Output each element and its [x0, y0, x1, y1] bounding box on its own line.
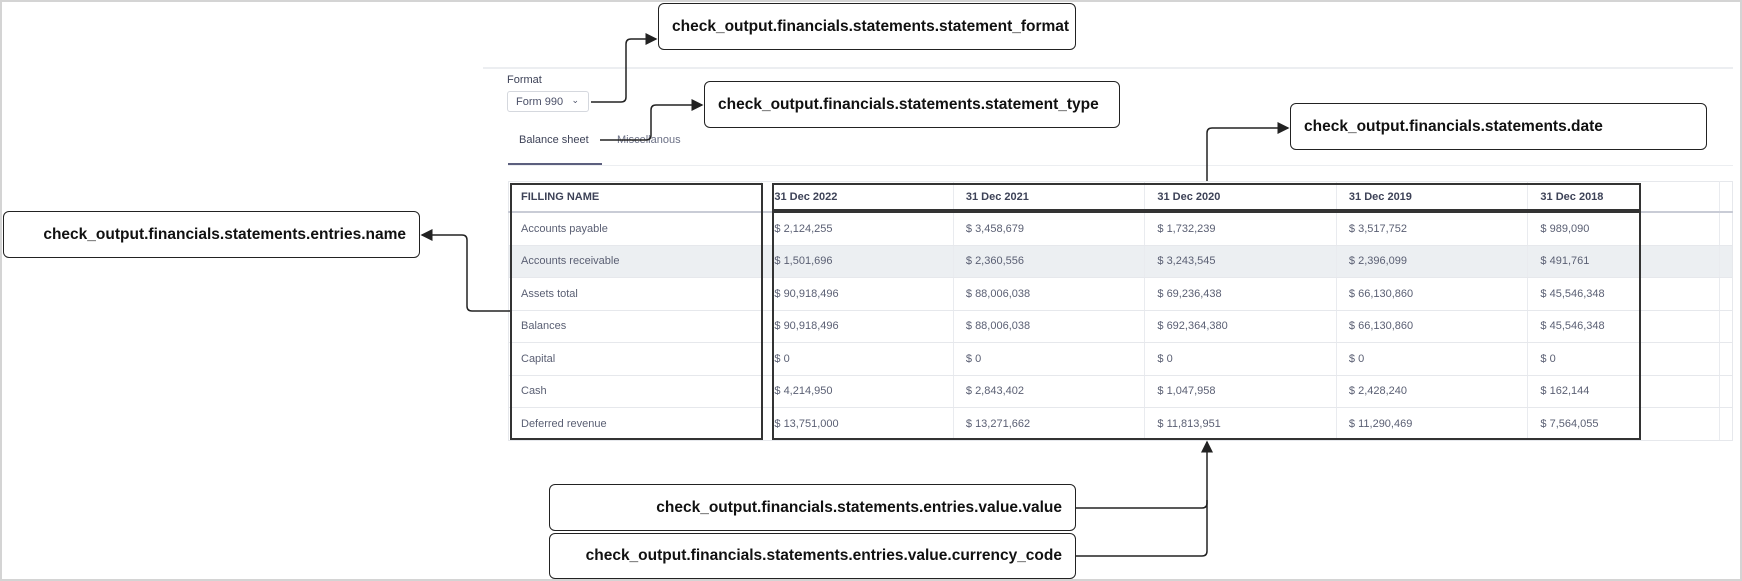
row-value: $ 7,564,055 [1528, 408, 1720, 441]
row-value: $ 692,364,380 [1145, 310, 1337, 343]
row-value: $ 90,918,496 [762, 310, 954, 343]
row-value: $ 88,006,038 [953, 310, 1145, 343]
row-value: $ 11,813,951 [1145, 408, 1337, 441]
row-value: $ 3,458,679 [953, 212, 1145, 245]
column-header-date: 31 Dec 2020 [1145, 182, 1337, 213]
row-value: $ 3,243,545 [1145, 245, 1337, 278]
row-value: $ 4,214,950 [762, 375, 954, 408]
row-value: $ 66,130,860 [1336, 278, 1528, 311]
row-value: $ 2,428,240 [1336, 375, 1528, 408]
row-value: $ 69,236,438 [1145, 278, 1337, 311]
column-header-date: 31 Dec 2021 [953, 182, 1145, 213]
row-value: $ 1,501,696 [762, 245, 954, 278]
row-value: $ 2,360,556 [953, 245, 1145, 278]
row-value: $ 66,130,860 [1336, 310, 1528, 343]
row-value: $ 45,546,348 [1528, 310, 1720, 343]
row-value: $ 11,290,469 [1336, 408, 1528, 441]
tab-balance-sheet[interactable]: Balance sheet [519, 134, 589, 146]
column-header-date: 31 Dec 2018 [1528, 182, 1720, 213]
arrow-name [422, 235, 510, 311]
row-value: $ 0 [1145, 343, 1337, 376]
row-name: Cash [509, 375, 762, 408]
chevron-down-icon: ⌄ [571, 95, 579, 105]
annotation-statement-type: check_output.financials.statements.statement_type [704, 81, 1120, 128]
arrow-value [1076, 442, 1207, 508]
row-name: Accounts receivable [509, 245, 762, 278]
row-value: $ 1,047,958 [1145, 375, 1337, 408]
column-header-date: 31 Dec 2022 [762, 182, 954, 213]
row-value: $ 90,918,496 [762, 278, 954, 311]
row-value: $ 2,843,402 [953, 375, 1145, 408]
row-value: $ 0 [1528, 343, 1720, 376]
row-value: $ 3,517,752 [1336, 212, 1528, 245]
column-header-name: FILLING NAME [509, 182, 762, 213]
row-name: Assets total [509, 278, 762, 311]
row-name: Accounts payable [509, 212, 762, 245]
format-select-value: Form 990 [516, 96, 564, 108]
row-name: Capital [509, 343, 762, 376]
row-value: $ 0 [1336, 343, 1528, 376]
row-value: $ 13,751,000 [762, 408, 954, 441]
arrow-type [600, 105, 702, 140]
row-name: Deferred revenue [509, 408, 762, 441]
annotation-currency-code: check_output.financials.statements.entries.value.currency_code [549, 533, 1076, 579]
row-value: $ 13,271,662 [953, 408, 1145, 441]
row-value: $ 2,124,255 [762, 212, 954, 245]
annotation-entries-name: check_output.financials.statements.entries.name [3, 211, 420, 258]
annotation-value: check_output.financials.statements.entries.value.value [549, 484, 1076, 531]
row-value: $ 88,006,038 [953, 278, 1145, 311]
row-value: $ 45,546,348 [1528, 278, 1720, 311]
annotation-statement-format: check_output.financials.statements.statement_format [658, 3, 1076, 50]
format-label: Format [507, 74, 542, 86]
arrow-date [1207, 128, 1288, 181]
arrow-format [591, 39, 656, 102]
row-value: $ 2,396,099 [1336, 245, 1528, 278]
column-header-date: 31 Dec 2019 [1336, 182, 1528, 213]
annotation-date: check_output.financials.statements.date [1290, 103, 1707, 150]
row-value: $ 989,090 [1528, 212, 1720, 245]
row-value: $ 491,761 [1528, 245, 1720, 278]
row-name: Balances [509, 310, 762, 343]
row-value: $ 0 [953, 343, 1145, 376]
row-value: $ 162,144 [1528, 375, 1720, 408]
row-value: $ 0 [762, 343, 954, 376]
tab-miscellanous[interactable]: Miscellanous [617, 134, 681, 146]
row-value: $ 1,732,239 [1145, 212, 1337, 245]
